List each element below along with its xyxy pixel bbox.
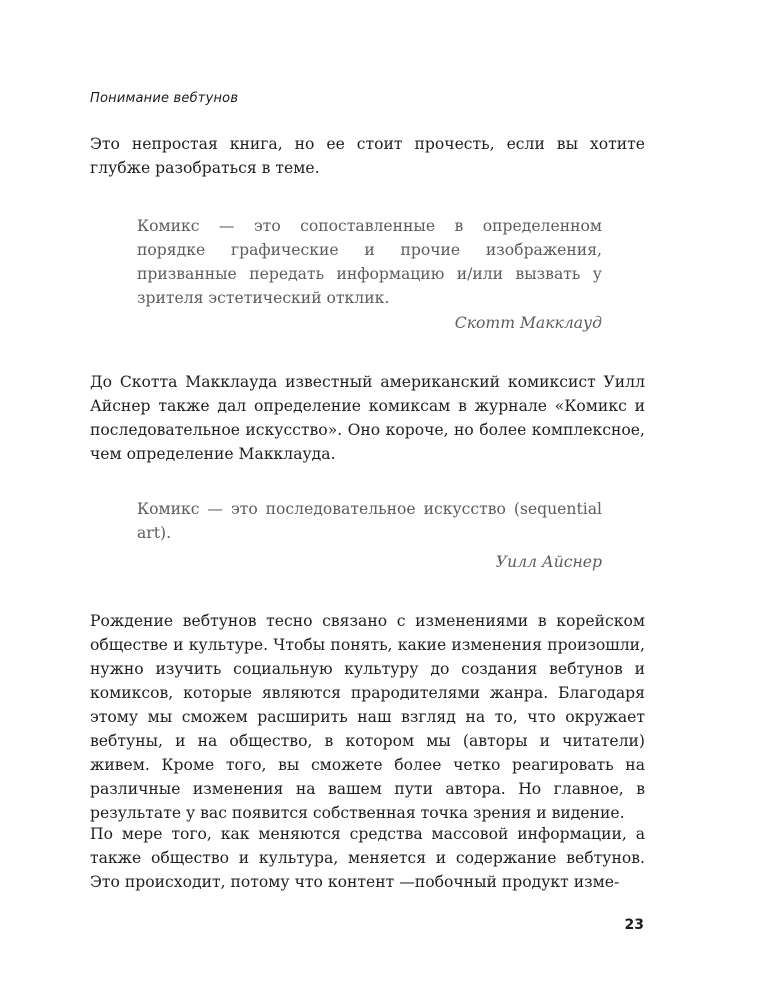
quote-eisner-author: Уилл Айснер	[495, 553, 602, 571]
paragraph-intro: Это непростая книга, но ее стоит прочесть, если вы хотите глубже разобраться в теме.	[90, 135, 645, 177]
paragraph-media-change: По мере того, как меняются средства массовой информации, а также общество и культура, меняется и содержание вебтунов. Это происходит, потому что контент —побочный продукт изме-	[90, 825, 645, 891]
running-header: Понимание вебтунов	[90, 91, 239, 106]
quote-mccloud-author: Скотт Макклауд	[454, 314, 602, 332]
paragraph-eisner-intro: До Скотта Макклауда известный американский комиксист Уилл Айснер также дал определение комиксам в журнале «Комикс и последовательное искусство». Оно короче, но более комплексное, чем определение Макклауда.	[90, 373, 645, 463]
quote-eisner-text: Комикс — это последовательное искусство (sequential art).	[137, 500, 602, 542]
quote-mccloud-text: Комикс — это сопоставленные в определенном порядке графические и прочие изображения, призванные передать информацию и/или вызвать у зрителя эстетический отклик.	[137, 217, 602, 307]
paragraph-webtoon-birth: Рождение вебтунов тесно связано с изменениями в корейском обществе и культуре. Чтобы понять, какие изменения произошли, нужно изучить социальную культуру до создания вебтунов и комиксов, которые являются прародителями жанра. Благодаря этому мы сможем расширить наш взгляд на то, что окружает вебтуны, и на общество, в котором мы (авторы и читатели) живем. Кроме того, вы сможете более четко реагировать на различные изменения на вашем пути автора. Но главное, в результате у вас появится собственная точка зрения и видение.	[90, 612, 645, 822]
page-number: 23	[624, 917, 644, 933]
